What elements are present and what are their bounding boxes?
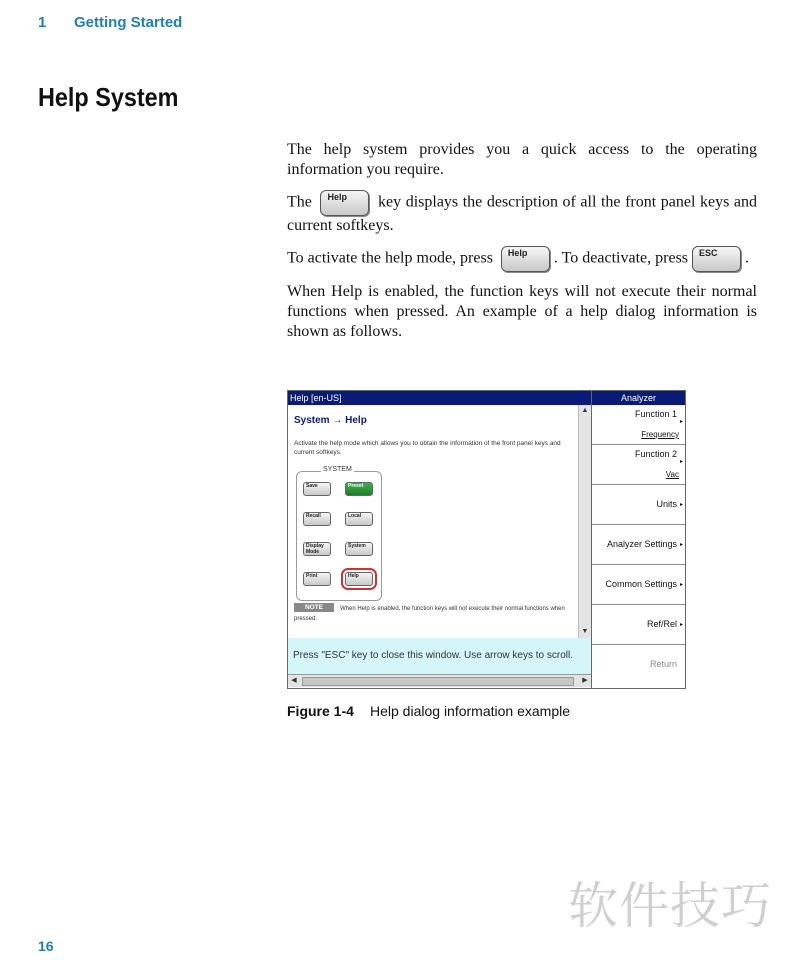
local-key: Local <box>345 512 373 526</box>
preset-key: Preset <box>345 482 373 496</box>
recall-key: Recall <box>303 512 331 526</box>
softkey-ref-rel: Ref/Rel ▸ <box>592 605 685 645</box>
running-header <box>38 14 182 31</box>
paragraph-activate: To activate the help mode, press Help . To deactivate, press ESC . <box>287 246 757 272</box>
submenu-arrow-icon: ▸ <box>679 622 683 628</box>
softkey-function-1: Function 1 ▸ Frequency <box>592 405 685 445</box>
paragraph-intro: The help system provides you a quick access to the operating information you require. <box>287 141 757 178</box>
page-title: Help System <box>38 82 179 112</box>
softkey-header: Analyzer <box>592 391 685 405</box>
help-key-image: Help <box>501 246 550 272</box>
scroll-down-arrow-icon: ▼ <box>581 628 589 635</box>
help-description: Activate the help mode which allows you to obtain the information of the front panel keys and current softkeys. <box>294 440 561 456</box>
submenu-arrow-icon: ▸ <box>679 502 683 508</box>
system-key: System <box>345 542 373 556</box>
help-title-bar: Help [en-US] <box>288 391 591 405</box>
scroll-right-arrow-icon: ▶ <box>582 677 588 684</box>
softkey-analyzer-settings: Analyzer Settings ▸ <box>592 525 685 565</box>
save-key: Save <box>303 482 331 496</box>
help-content <box>288 405 578 638</box>
submenu-arrow-icon: ▸ <box>679 582 683 588</box>
help-key-highlighted: Help <box>345 572 373 586</box>
softkey-units: Units ▸ <box>592 485 685 525</box>
paragraph-help-key: The Help key displays the description of all the front panel keys and current softkeys. <box>287 192 758 234</box>
system-key-group <box>296 466 382 601</box>
system-group-label: SYSTEM <box>323 466 352 473</box>
paragraph-enabled: When Help is enabled, the function keys will not execute their normal functions when pressed. An example of a help dialog information is shown as follows. <box>287 283 757 340</box>
page-number: 16 <box>38 938 54 954</box>
note-text: When Help is enabled, the function keys will not execute their normal functions when pressed. <box>294 606 565 622</box>
softkey-return: Return <box>649 659 677 669</box>
vertical-scrollbar <box>578 405 591 638</box>
scroll-up-arrow-icon: ▲ <box>581 407 589 414</box>
submenu-arrow-icon: ▸ <box>679 459 683 465</box>
display-mode-key: Display Mode <box>303 542 331 556</box>
help-breadcrumb: System → Help <box>294 415 367 426</box>
esc-message: Press "ESC" key to close this window. Use arrow keys to scroll. <box>288 638 591 674</box>
watermark: 软件技巧 <box>568 877 772 935</box>
chapter-title: Getting Started <box>74 14 183 31</box>
scroll-left-arrow-icon: ◀ <box>291 677 297 684</box>
body-text <box>287 140 757 352</box>
help-key-image: Help <box>320 190 369 216</box>
submenu-arrow-icon: ▸ <box>679 542 683 548</box>
print-key: Print <box>303 572 331 586</box>
figure-caption <box>287 703 570 719</box>
softkey-common-settings: Common Settings ▸ <box>592 565 685 605</box>
chapter-number: 1 <box>38 14 47 31</box>
help-dialog-screenshot <box>287 390 686 689</box>
horizontal-scrollbar <box>288 674 591 687</box>
softkey-panel <box>591 391 685 688</box>
softkey-function-2: Function 2 ▸ Vac <box>592 445 685 485</box>
submenu-arrow-icon: ▸ <box>679 419 683 425</box>
figure-number: Figure 1-4 <box>287 703 354 719</box>
esc-key-image: ESC <box>692 246 741 272</box>
note-label: NOTE <box>294 603 334 612</box>
figure-title: Help dialog information example <box>370 703 570 719</box>
scroll-thumb <box>302 677 574 686</box>
